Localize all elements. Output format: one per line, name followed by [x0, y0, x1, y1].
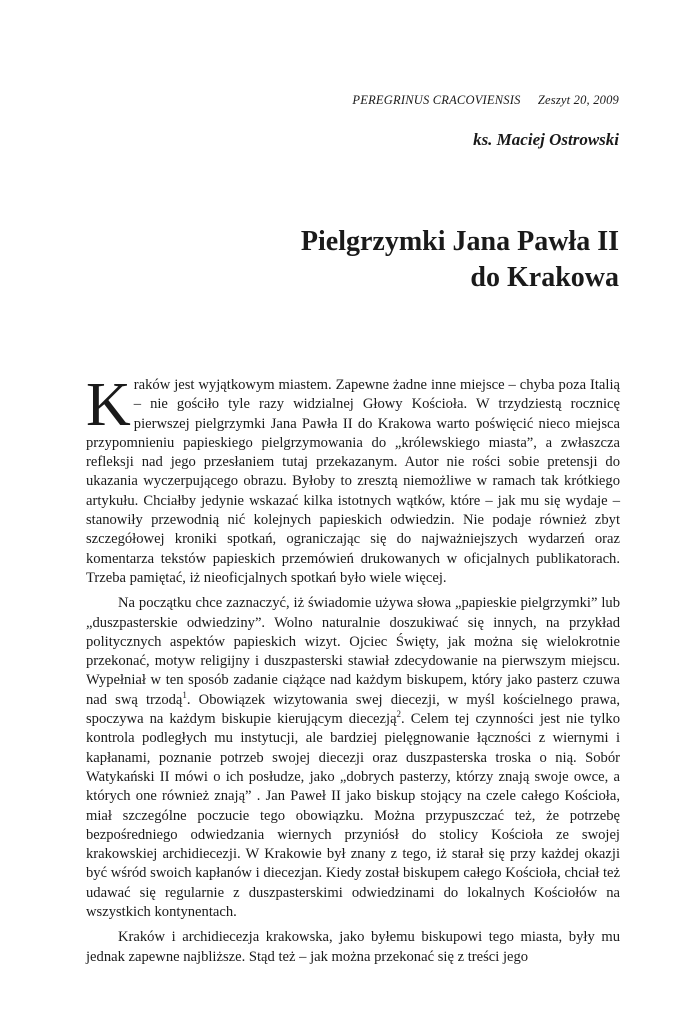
- paragraph-1-text: raków jest wyjątkowym miastem. Zapewne żadne inne miejsce – chyba poza Italią – nie gościło tyle razy widzialnej Głowy Kościoła. W trzydziestą rocznicę pierwszej pielgrzymki Jana Pawła II do Krakowa warto poświęcić nieco miejsca przypomnieniu papieskiego pielgrzymowania do „królewskiego miasta”, a zwłaszcza refleksji nad jego przesłaniem tutaj przekazanym. Autor nie rości sobie pretensji do ukazania wyczerpującego obrazu. Byłoby to zresztą niemożliwe w ramach tak krótkiego artykułu. Chciałby jedynie wskazać kilka istotnych wątków, które – jak mu się wydaje – stanowiły przewodnią nić kolejnych papieskich odwiedzin. Nie podaje również zbyt szczegółowej kroniki spotkań, ograniczając się do najważniejszych wydarzeń oraz komentarza tekstów papieskich przemówień drukowanych w oficjalnych publikatorach. Trzeba pamiętać, iż nieoficjalnych spotkań było wiele więcej.: [86, 377, 620, 586]
- article-title: [301, 224, 619, 296]
- paragraph-2-text-b: . Obowiązek wizytowania swej diecezji, w myśl kościelnego prawa, spoczywa na każdym biskupie kierującym diecezją: [86, 691, 620, 728]
- paragraph-2-text-a: Na początku chce zaznaczyć, iż świadomie używa słowa „papieskie pielgrzymki” lub „duszpasterskie odwiedziny”. Wolno naturalnie doszukiwać się innych, na przykład politycznych aspektów papieskich wizyt. Ojciec Święty, jak można się wielokrotnie przekonać, motyw religijny i duszpasterski stawiał zdecydowanie na pierwszym miejscu. Wypełniał w ten sposób zadanie ciążące nad każdym biskupem, który jako pasterz czuwa nad swą trzodą: [86, 595, 620, 708]
- author-name: ks. Maciej Ostrowski: [473, 130, 619, 149]
- drop-cap: K: [86, 371, 131, 439]
- footnote-ref-2[interactable]: 2: [396, 709, 402, 720]
- paragraph-3: Kraków i archidiecezja krakowska, jako byłemu biskupowi tego miasta, były mu jednak zapewne najbliższe. Stąd też – jak można przekonać się z treści jego: [86, 929, 620, 965]
- article-body: [86, 371, 620, 967]
- paragraph-1: [86, 371, 620, 588]
- title-line-2: do Krakowa: [470, 262, 619, 293]
- footnote-ref-1[interactable]: 1: [182, 689, 187, 700]
- paragraph-2: [86, 594, 620, 922]
- title-line-1: Pielgrzymki Jana Pawła II: [300, 226, 619, 257]
- issue-info: Zeszyt 20, 2009: [537, 93, 619, 107]
- paragraph-2-text-c: . Celem tej czynności jest nie tylko kontrola podległych mu instytucji, ale bardziej pielęgnowanie łączności z wiernymi i kapłanami, poznanie potrzeb swojej diecezji oraz duszpasterska troska o nią. Sobór Watykański II mówi o ich posłudze, jako „dobrych pasterzy, którzy znają swoje owce, a których one również znają” . Jan Paweł II jako biskup stojący na czele całego Kościoła, miał szczególne poczucie tego obowiązku. Można przypuszczać też, że potrzebę bezpośredniego odwiedzania wiernych przyniósł do stolicy Kościoła ze swojej krakowskiej archidiecezji. W Krakowie był znany z tego, iż starał się przy każdej okazji być wśród swoich kapłanów i diecezjan. Kiedy został biskupem całego Kościoła, chciał też udawać się regularnie z duszpasterskimi odwiedzinami do lokalnych Kościołów na wszystkich kontynentach.: [86, 711, 620, 921]
- running-header: [352, 93, 619, 108]
- journal-name: PEREGRINUS CRACOVIENSIS: [352, 93, 521, 107]
